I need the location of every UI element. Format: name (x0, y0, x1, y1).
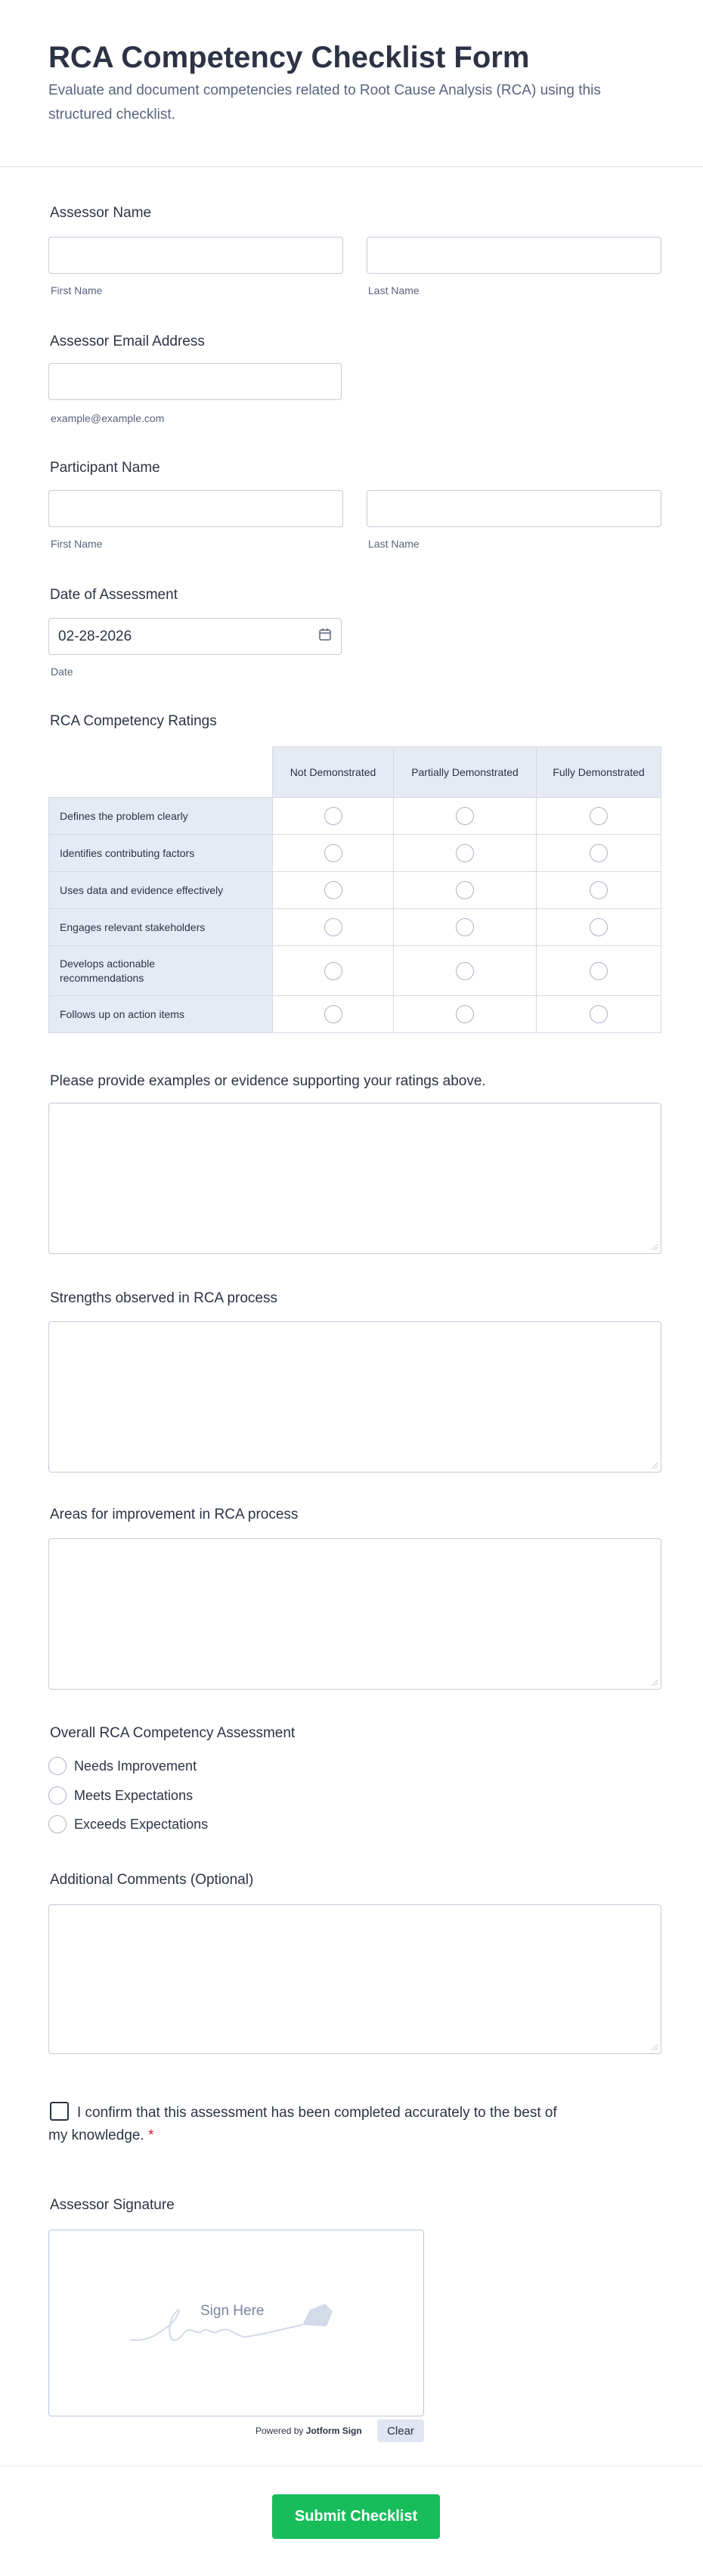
radio-button[interactable] (324, 1005, 342, 1023)
radio-button[interactable] (590, 918, 608, 936)
overall-option[interactable] (48, 1786, 193, 1805)
examples-label: Please provide examples or evidence supporting your ratings above. (50, 1073, 486, 1089)
participant-last-name-input[interactable] (367, 490, 661, 527)
comments-label: Additional Comments (Optional) (50, 1872, 254, 1888)
strengths-label: Strengths observed in RCA process (50, 1290, 277, 1306)
date-sublabel: Date (51, 666, 73, 678)
date-label: Date of Assessment (50, 587, 178, 603)
powered-by-text: Powered by (255, 2425, 304, 2436)
assessor-last-name-input[interactable] (367, 237, 661, 274)
improvement-label: Areas for improvement in RCA process (50, 1507, 299, 1522)
radio-button[interactable] (48, 1757, 67, 1775)
radio-button[interactable] (590, 881, 608, 899)
radio-button[interactable] (324, 962, 342, 980)
submit-button[interactable]: Submit Checklist (272, 2494, 440, 2539)
assessor-name-label: Assessor Name (50, 205, 152, 221)
competency-matrix (48, 746, 661, 1033)
radio-button[interactable] (324, 881, 342, 899)
powered-by (255, 2425, 362, 2436)
signature-pad[interactable] (48, 2230, 424, 2416)
row-label: Defines the problem clearly (49, 798, 273, 835)
matrix-row (49, 946, 661, 996)
radio-button[interactable] (456, 881, 474, 899)
confirm-text (48, 2102, 578, 2147)
radio-button[interactable] (590, 962, 608, 980)
first-name-sublabel: First Name (51, 284, 103, 296)
radio-button[interactable] (324, 844, 342, 862)
matrix-row (49, 909, 661, 946)
strengths-textarea[interactable] (48, 1321, 661, 1473)
row-label: Follows up on action items (49, 996, 273, 1033)
participant-first-name-input[interactable] (48, 490, 343, 527)
matrix-row (49, 996, 661, 1033)
last-name-sublabel: Last Name (368, 284, 420, 296)
assessor-email-label: Assessor Email Address (50, 334, 205, 349)
matrix-row (49, 798, 661, 835)
overall-option[interactable] (48, 1815, 208, 1833)
radio-button[interactable] (456, 962, 474, 980)
radio-button[interactable] (590, 1005, 608, 1023)
brand-name: Jotform Sign (305, 2425, 362, 2436)
sign-here-placeholder: Sign Here (200, 2303, 265, 2319)
radio-button[interactable] (48, 1786, 67, 1805)
header-divider (0, 166, 703, 167)
form-title: RCA Competency Checklist Form (48, 41, 530, 74)
signature-pen-icon (129, 2302, 348, 2348)
radio-button[interactable] (456, 807, 474, 825)
option-label: Exceeds Expectations (74, 1816, 209, 1832)
comments-textarea[interactable] (48, 1904, 661, 2054)
improvement-textarea[interactable] (48, 1538, 661, 1690)
row-label: Develops actionable recommendations (49, 946, 273, 996)
radio-button[interactable] (48, 1815, 67, 1833)
participant-name-label: Participant Name (50, 460, 160, 476)
radio-button[interactable] (324, 918, 342, 936)
confirm-label: I confirm that this assessment has been completed accurately to the best of my knowledge. (48, 2105, 557, 2143)
radio-button[interactable] (324, 807, 342, 825)
radio-button[interactable] (456, 1005, 474, 1023)
clear-signature-button[interactable]: Clear (377, 2419, 424, 2442)
assessor-email-input[interactable] (48, 363, 342, 400)
option-label: Needs Improvement (74, 1758, 197, 1774)
last-name-sublabel: Last Name (368, 538, 420, 550)
examples-textarea[interactable] (48, 1103, 661, 1254)
email-hint: example@example.com (51, 412, 165, 424)
required-asterisk: * (148, 2128, 154, 2143)
column-header: Fully Demonstrated (537, 747, 661, 798)
radio-button[interactable] (590, 844, 608, 862)
calendar-icon[interactable] (318, 628, 332, 646)
row-label: Identifies contributing factors (49, 835, 273, 872)
matrix-row (49, 872, 661, 909)
column-header: Not Demonstrated (273, 747, 394, 798)
form-subtitle: Evaluate and document competencies related to Root Cause Analysis (RCA) using this structured checklist. (48, 82, 601, 123)
radio-button[interactable] (456, 918, 474, 936)
radio-button[interactable] (456, 844, 474, 862)
signature-label: Assessor Signature (50, 2197, 175, 2213)
radio-button[interactable] (590, 807, 608, 825)
first-name-sublabel: First Name (51, 538, 103, 550)
assessor-first-name-input[interactable] (48, 237, 343, 274)
overall-option[interactable] (48, 1757, 197, 1775)
option-label: Meets Expectations (74, 1787, 194, 1803)
date-input[interactable] (48, 618, 342, 655)
column-header: Partially Demonstrated (394, 747, 537, 798)
matrix-row (49, 835, 661, 872)
row-label: Uses data and evidence effectively (49, 872, 273, 909)
date-value: 02-28-2026 (58, 628, 132, 644)
matrix-label: RCA Competency Ratings (50, 713, 217, 729)
overall-label: Overall RCA Competency Assessment (50, 1725, 296, 1741)
row-label: Engages relevant stakeholders (49, 909, 273, 946)
